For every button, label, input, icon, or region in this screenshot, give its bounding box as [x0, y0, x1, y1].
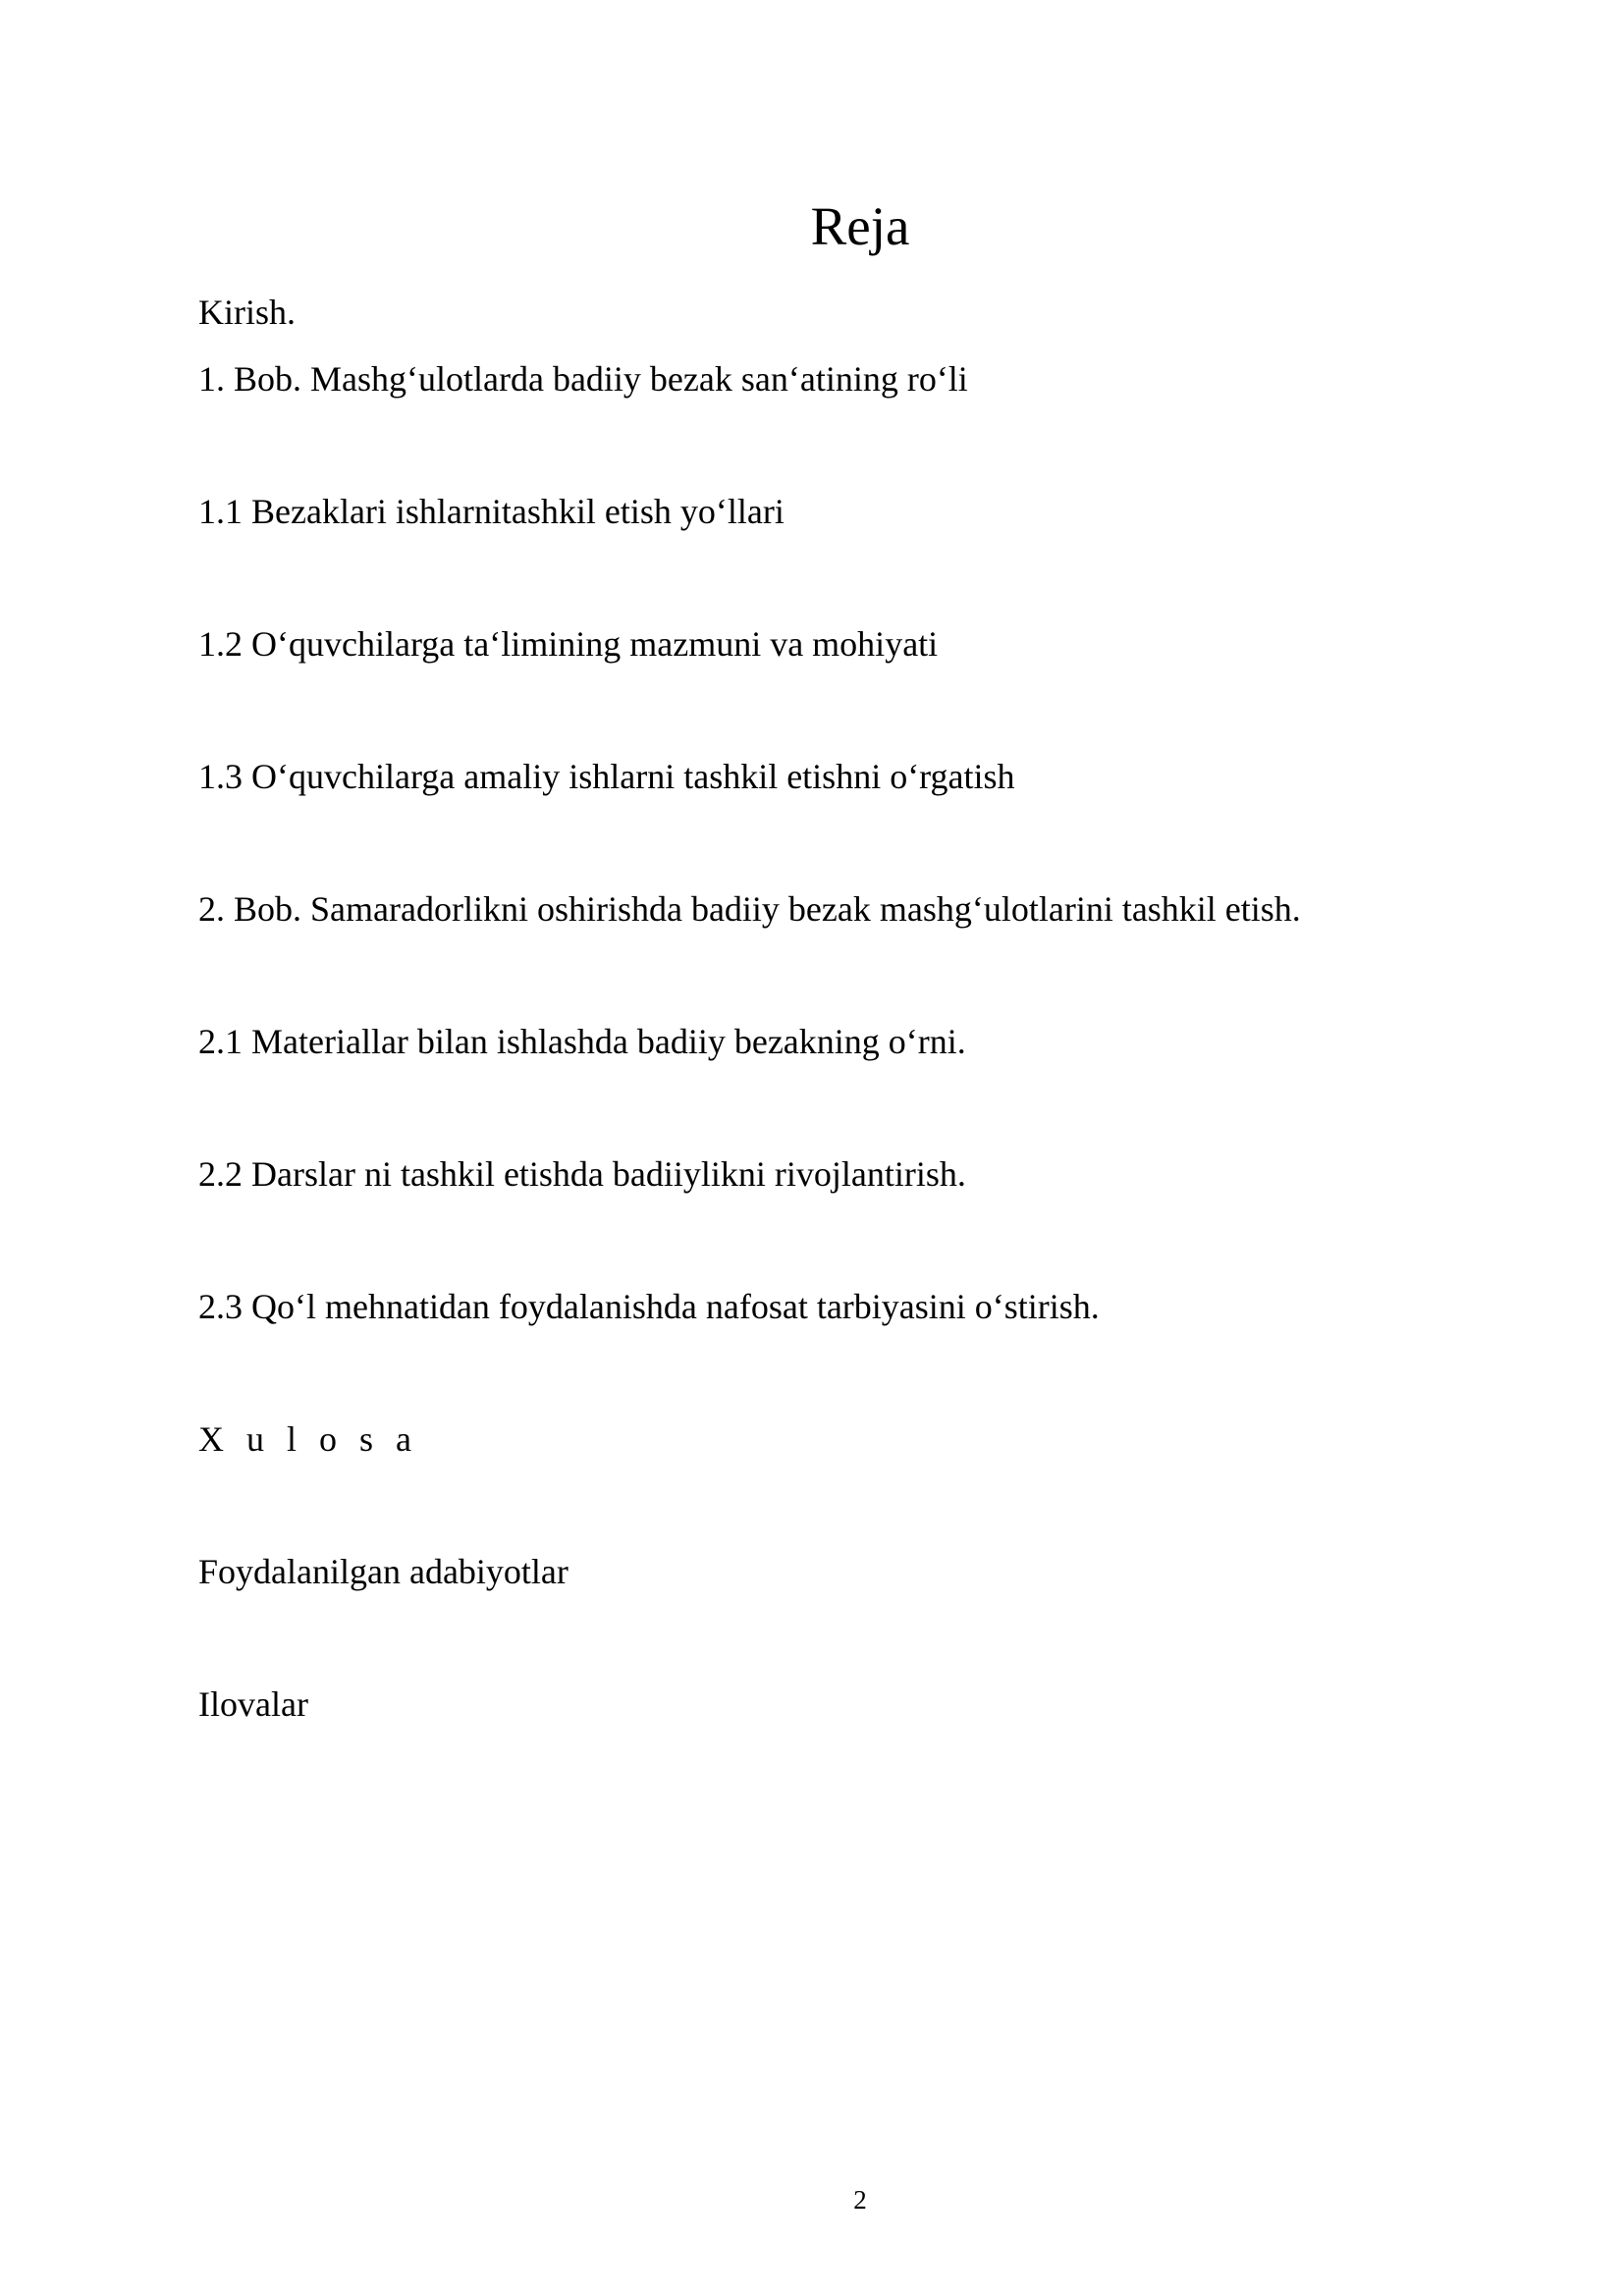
toc-item-chapter-2: 2. Bob. Samaradorlikni oshirishda badiiy bezak mashgʻulotlarini tashkil etish. [198, 889, 1301, 929]
toc-item-section-1-3: 1.3 Oʻquvchilarga amaliy ishlarni tashkil etishni oʻrgatish [198, 757, 1015, 796]
toc-item-chapter-1: 1. Bob. Mashgʻulotlarda badiiy bezak sanʻatining roʻli [198, 359, 968, 399]
toc-item-conclusion: X u l o s a [198, 1419, 418, 1459]
toc-item-section-2-2: 2.2 Darslar ni tashkil etishda badiiylikni rivojlantirish. [198, 1154, 966, 1194]
page-title: Reja [810, 196, 910, 256]
toc-item-references: Foydalanilgan adabiyotlar [198, 1552, 568, 1591]
toc-item-section-2-1: 2.1 Materiallar bilan ishlashda badiiy bezakning oʻrni. [198, 1022, 966, 1061]
toc-item-section-2-3: 2.3 Qoʻl mehnatidan foydalanishda nafosat tarbiyasini oʻstirish. [198, 1287, 1100, 1326]
toc-item-appendices: Ilovalar [198, 1684, 308, 1724]
page-number: 2 [853, 2185, 867, 2215]
toc-item-introduction: Kirish. [198, 293, 296, 332]
toc-item-section-1-1: 1.1 Bezaklari ishlarnitashkil etish yoʻllari [198, 492, 785, 531]
toc-item-section-1-2: 1.2 Oʻquvchilarga taʻlimining mazmuni va mohiyati [198, 624, 939, 664]
